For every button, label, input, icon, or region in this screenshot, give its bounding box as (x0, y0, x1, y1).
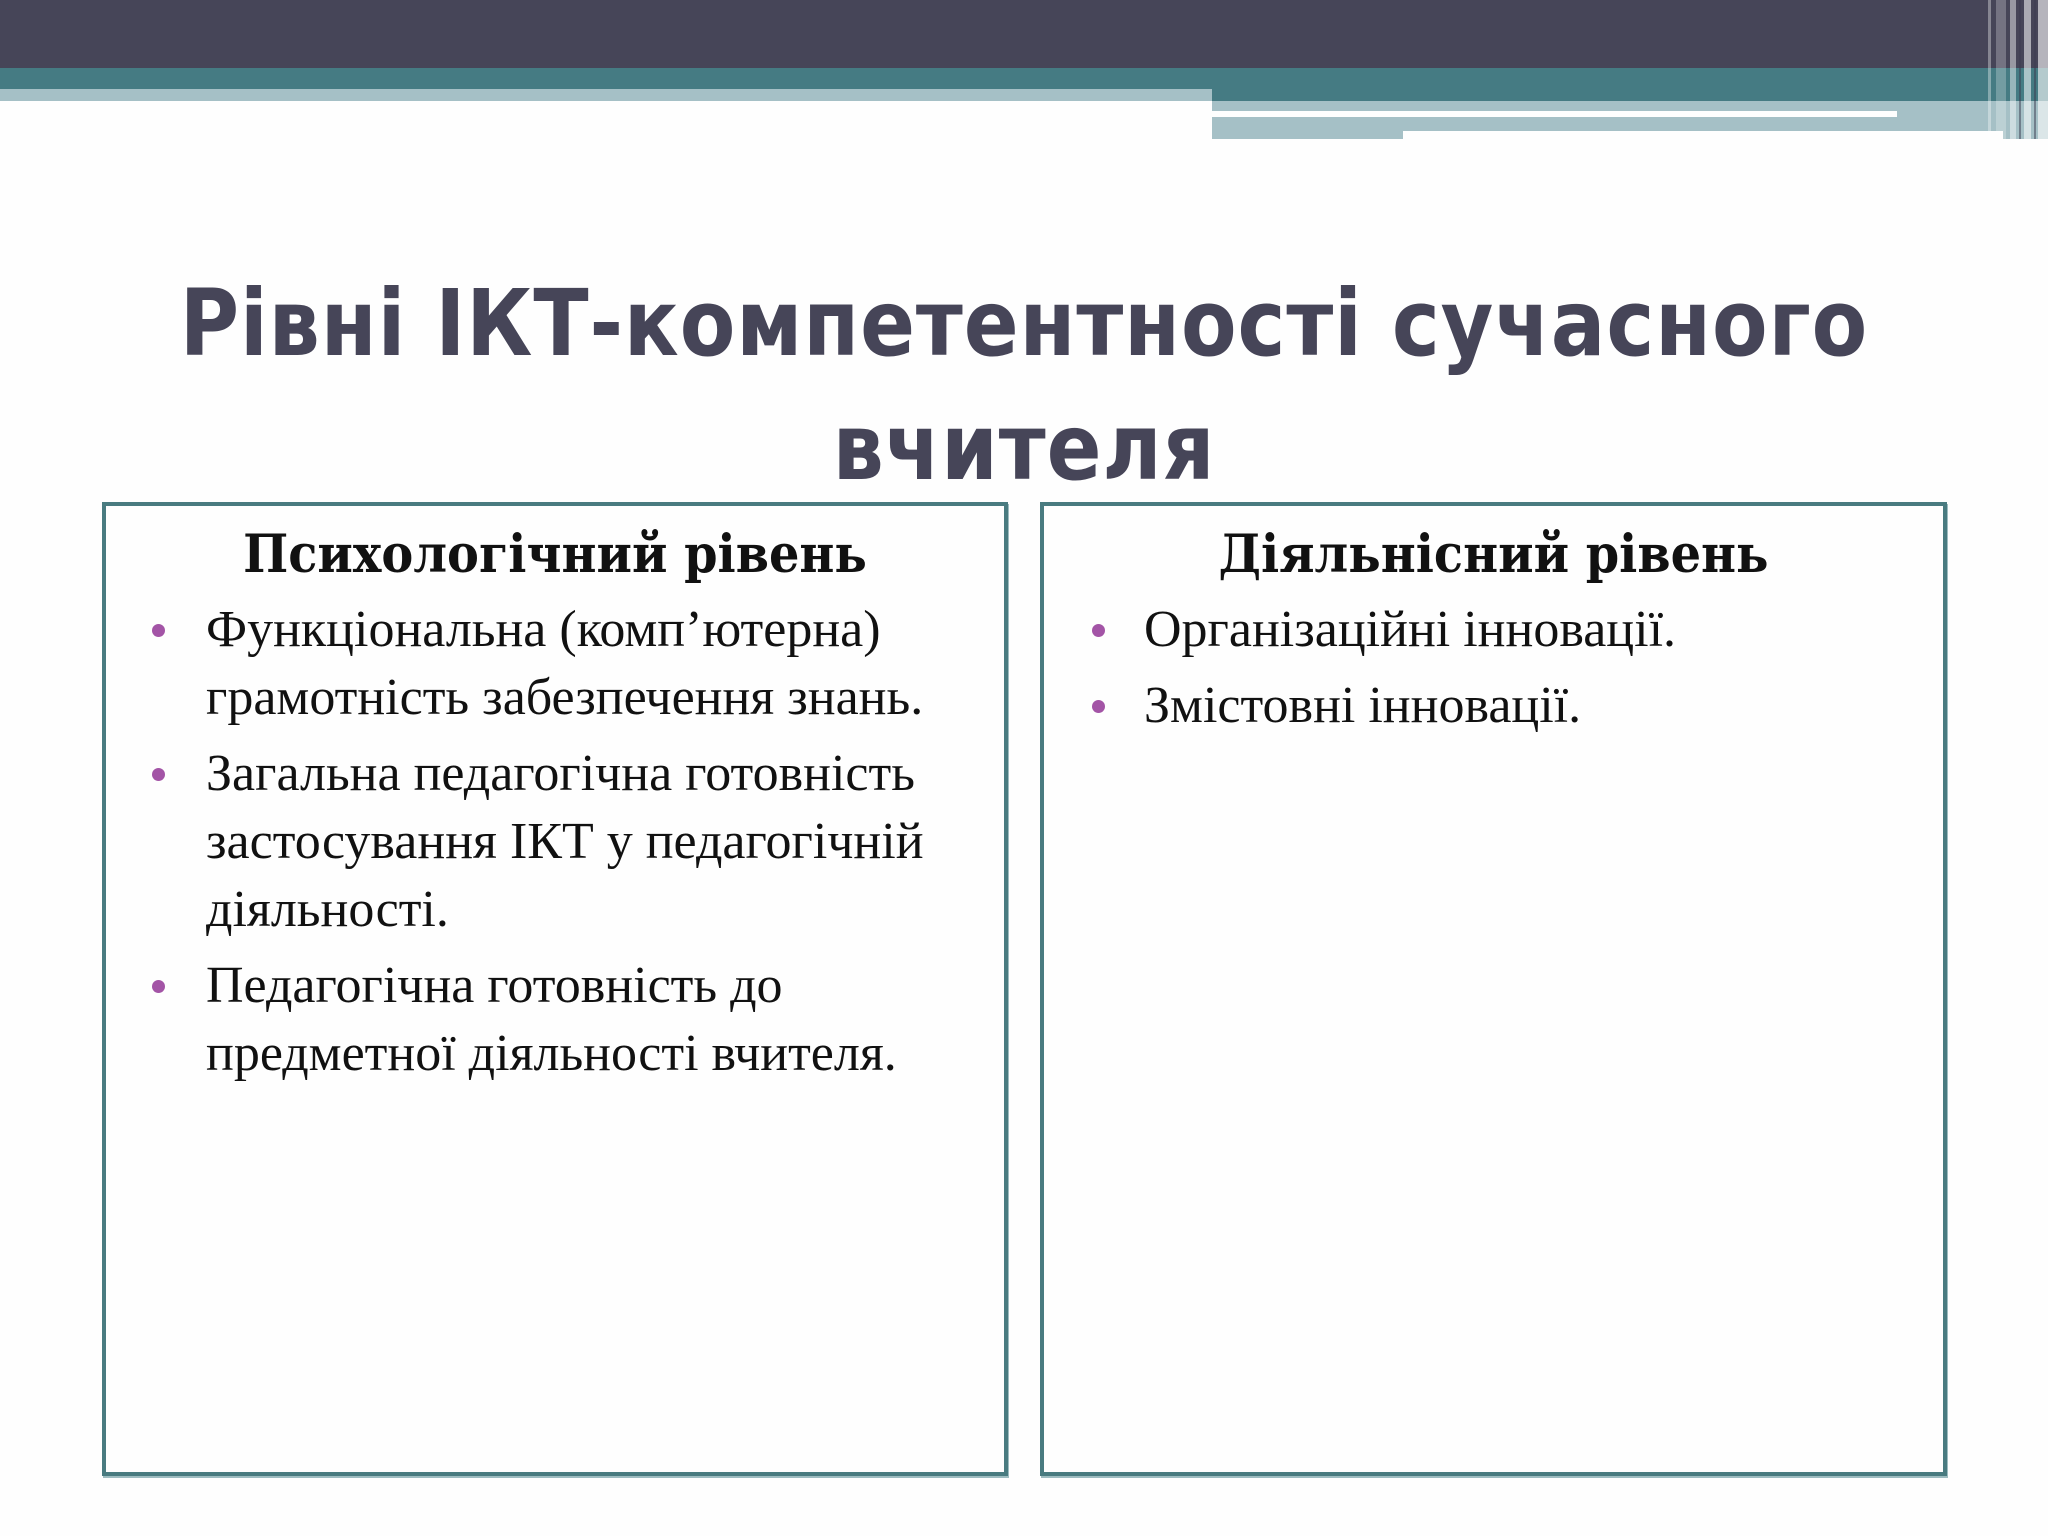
list-item (1044, 596, 1943, 664)
header-band-light-left (0, 89, 1212, 101)
header-white-notch (1403, 131, 2003, 139)
header-band-teal-right (1212, 89, 2048, 101)
list-item-text: Організаційні інновації. (1144, 601, 1677, 658)
list-item (106, 596, 1004, 732)
bullet-icon (1092, 700, 1105, 713)
panel-activity-level (1040, 502, 1947, 1476)
panel-heading: Психологічний рівень (243, 524, 867, 585)
panel-heading: Діяльнісний рівень (1218, 524, 1769, 585)
list-item-text: Педагогічна готовність до предметної діяльності вчителя. (206, 957, 897, 1082)
header-vertical-stripes (1988, 0, 2048, 139)
bullet-icon (152, 768, 165, 781)
bullet-icon (152, 624, 165, 637)
header-band-teal (0, 68, 2048, 89)
panel-psychological-level (102, 502, 1008, 1476)
list-item-text: Змістовні інновації. (1144, 677, 1582, 734)
list-item-text: Загальна педагогічна готовність застосування ІКТ у педагогічній діяльності. (206, 745, 924, 938)
bullet-icon (152, 980, 165, 993)
list-item-text: Функціональна (комп’ютерна) грамотність забезпечення знань. (206, 601, 924, 726)
header-band-dark (0, 0, 2048, 68)
bullet-list (1044, 596, 1943, 740)
slide-title: Рівні ІКТ-компетентності сучасного вчителя (179, 270, 1869, 501)
bullet-list (106, 596, 1004, 1088)
list-item (106, 740, 1004, 944)
header-white-line (1212, 111, 1897, 117)
bullet-icon (1092, 624, 1105, 637)
list-item (1044, 672, 1943, 740)
list-item (106, 952, 1004, 1088)
